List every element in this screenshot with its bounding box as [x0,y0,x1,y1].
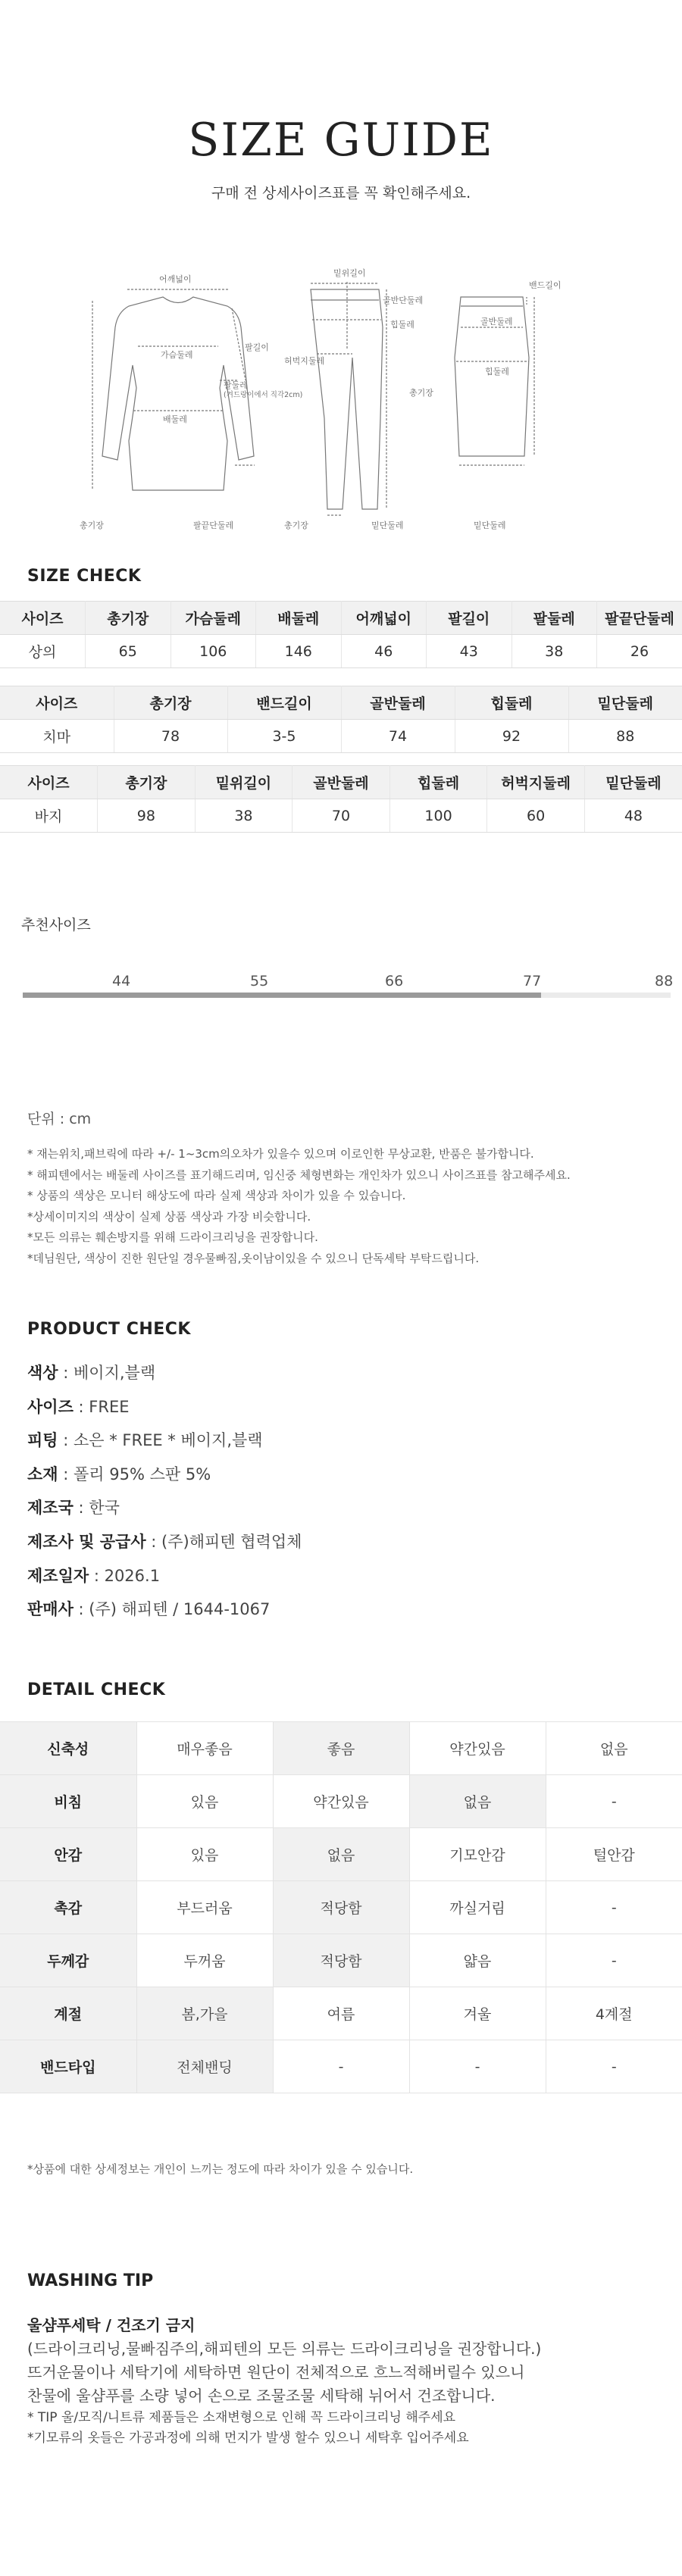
washing-line: * TIP 울/모직/니트류 제품들은 소재변형으로 인해 꼭 드라이크리닝 해주세요 [27,2410,456,2425]
washing-line: (드라이크리닝,물빠짐주의,해피텐의 모든 의류는 드라이크리닝을 권장합니다.) [27,2340,542,2358]
table-header: 팔둘레 [512,602,597,635]
detail-option: 있음 [136,1828,273,1881]
label-shoulder: 어깨넓이 [159,274,192,284]
detail-option: 적당함 [273,1934,409,1987]
washing-title: WASHING TIP [27,2271,154,2290]
table-header: 사이즈 [0,602,86,635]
product-info-row [27,1424,302,1458]
recommend-size: 55 [250,973,269,989]
detail-option: - [546,2040,682,2093]
product-info-row [27,1525,302,1559]
label-pants-length: 총기장 [284,521,308,530]
product-info-value: : FREE [73,1397,130,1416]
label-skirt-hip: 힙둘레 [485,367,509,377]
label-skirt-hem: 밑단둘레 [474,521,506,530]
detail-row [0,1722,682,1775]
product-info-row [27,1491,302,1525]
label-pants-hip: 힙둘레 [390,320,415,330]
table-cell: 48 [584,799,682,833]
label-cuff: 팔끝단둘레 [193,521,234,530]
skirt-diagram [409,267,591,539]
detail-option: 얇음 [409,1934,546,1987]
detail-option: 있음 [136,1775,273,1828]
recommend-size: 44 [112,973,131,989]
detail-option: 없음 [546,1722,682,1775]
product-info-label: 제조국 [27,1499,74,1518]
product-info-label: 제조사 및 공급사 [27,1532,146,1551]
detail-option: - [546,1934,682,1987]
detail-option: 두꺼움 [136,1934,273,1987]
detail-option: 없음 [409,1775,546,1828]
table-header: 골반둘레 [341,686,455,720]
table-cell: 74 [341,720,455,753]
label-thigh: 허벅지둘레 [284,356,325,366]
detail-option: 없음 [273,1828,409,1881]
detail-option: - [409,2040,546,2093]
table-cell: 70 [293,799,390,833]
detail-option: - [546,1775,682,1828]
product-info-value: : (주)해피텐 협력업체 [145,1532,302,1551]
table-cell: 98 [98,799,196,833]
product-info-label: 제조일자 [27,1566,89,1585]
label-rise: 밑위길이 [333,268,366,278]
detail-option: 겨울 [409,1987,546,2040]
recommend-bar-fill [23,993,541,998]
product-info-label: 판매사 [27,1600,74,1619]
table-header: 배둘레 [256,602,342,635]
recommend-label: 추천사이즈 [21,917,91,933]
page-title: SIZE GUIDE [188,114,494,167]
detail-option: 털안감 [546,1828,682,1881]
product-info-label: 색상 [27,1364,58,1382]
size-table-top [0,601,682,668]
table-header: 가슴둘레 [170,602,256,635]
size-table-skirt [0,686,682,753]
product-info-value: : 소은 * FREE * 베이지,블랙 [58,1431,263,1450]
product-info-value: : 2026.1 [89,1566,161,1585]
detail-option: 4계절 [546,1987,682,2040]
detail-option: 전체밴딩 [136,2040,273,2093]
note-line: * 재는위치,패브릭에 따라 +/- 1~3cm의오차가 있을수 있으며 이로인한 무상교환, 반품은 불가합니다. [27,1147,534,1161]
table-header: 팔길이 [427,602,512,635]
table-header: 허벅지둘레 [487,766,585,799]
detail-row [0,1934,682,1987]
table-cell: 38 [195,799,293,833]
product-info-value: : 베이지,블랙 [58,1364,156,1382]
detail-option: 기모안감 [409,1828,546,1881]
table-header: 힙둘레 [455,686,568,720]
table-header: 사이즈 [0,686,114,720]
recommend-size: 88 [655,973,674,989]
table-header: 총기장 [98,766,196,799]
label-skirt-waist: 골반둘레 [480,317,513,327]
table-header: 어깨넓이 [341,602,427,635]
product-info-row [27,1356,302,1390]
size-check-title: SIZE CHECK [27,567,142,586]
detail-row-label: 두께감 [0,1934,136,1987]
table-header: 팔끝단둘레 [597,602,682,635]
table-cell: 43 [427,635,512,668]
label-waist: 배둘레 [163,414,187,424]
detail-row [0,1987,682,2040]
recommend-size: 77 [523,973,542,989]
detail-row-label: 밴드타입 [0,2040,136,2093]
table-header: 밑단둘레 [584,766,682,799]
table-cell: 60 [487,799,585,833]
label-sleeve-width: 팔둘레 [224,380,248,390]
detail-row-label: 신축성 [0,1722,136,1775]
detail-option: 까실거림 [409,1881,546,1934]
label-length: 총기장 [80,521,104,530]
table-cell: 46 [341,635,427,668]
table-cell: 100 [389,799,487,833]
detail-check-table [0,1721,682,2093]
label-pants-hem: 밑단둘레 [371,521,404,530]
note-line: *상세이미지의 색상이 실제 상품 색상과 가장 비슷합니다. [27,1209,311,1224]
detail-row [0,1881,682,1934]
table-cell: 26 [597,635,682,668]
detail-option: 여름 [273,1987,409,2040]
table-header: 총기장 [86,602,171,635]
detail-option: 매우좋음 [136,1722,273,1775]
table-header: 밑위길이 [195,766,293,799]
table-header: 총기장 [114,686,227,720]
label-pants-waist: 골반단둘레 [383,295,424,305]
top-diagram [80,267,303,539]
washing-line: *기모류의 옷들은 가공과정에 의해 먼지가 발생 할수 있으니 세탁후 입어주세요 [27,2431,469,2446]
product-info-row [27,1458,302,1492]
table-cell: 바지 [0,799,98,833]
note-line: *모든 의류는 훼손방지를 위해 드라이크리닝을 권장합니다. [27,1230,318,1244]
detail-check-title: DETAIL CHECK [27,1680,166,1699]
label-chest: 가슴둘레 [161,350,193,360]
detail-option: 적당함 [273,1881,409,1934]
detail-option: 약간있음 [409,1722,546,1775]
detail-row-label: 촉감 [0,1881,136,1934]
product-info-label: 사이즈 [27,1397,74,1416]
detail-row [0,2040,682,2093]
label-band: 밴드길이 [529,280,562,290]
table-cell: 146 [256,635,342,668]
table-cell: 38 [512,635,597,668]
product-info-row [27,1390,302,1424]
note-line: * 해피텐에서는 배둘레 사이즈를 표기해드리며, 임신중 체형변화는 개인차가 있으니 사이즈표를 참고해주세요. [27,1168,571,1182]
unit-note: 단위 : cm [27,1111,92,1127]
product-info-value: : 폴리 95% 스판 5% [58,1465,211,1483]
detail-row-label: 안감 [0,1828,136,1881]
detail-row-label: 계절 [0,1987,136,2040]
detail-option: 약간있음 [273,1775,409,1828]
product-info-row [27,1559,302,1593]
table-cell: 88 [568,720,682,753]
detail-option: 봄,가을 [136,1987,273,2040]
detail-option: - [546,1881,682,1934]
table-header: 사이즈 [0,766,98,799]
table-header: 밴드길이 [227,686,341,720]
product-info-value: : 한국 [73,1499,120,1518]
pants-diagram [280,267,432,539]
product-check-title: PRODUCT CHECK [27,1320,191,1339]
notes-list [27,1144,664,1269]
size-table-pants [0,765,682,833]
washing-line: 뜨거운물이나 세탁기에 세탁하면 원단이 전체적으로 흐느적해버릴수 있으니 [27,2363,525,2381]
label-sleeve-length: 팔길이 [245,342,269,352]
table-cell: 92 [455,720,568,753]
table-header: 밑단둘레 [568,686,682,720]
table-header: 골반둘레 [293,766,390,799]
table-cell: 78 [114,720,227,753]
table-cell: 상의 [0,635,86,668]
washing-line: 울샴푸세탁 / 건조기 금지 [27,2316,196,2334]
detail-row [0,1828,682,1881]
detail-row [0,1775,682,1828]
washing-text [27,2314,671,2449]
note-line: *데님원단, 색상이 진한 원단일 경우물빠짐,옷이남이있을 수 있으니 단독세탁 부탁드립니다. [27,1251,480,1265]
product-info-label: 피팅 [27,1431,58,1450]
detail-option: - [273,2040,409,2093]
detail-row-label: 비침 [0,1775,136,1828]
page-subtitle: 구매 전 상세사이즈표를 꼭 확인해주세요. [211,185,471,202]
label-sleeve-width-note: (겨드랑이에서 직각2cm) [224,391,303,399]
detail-note: *상품에 대한 상세정보는 개인이 느끼는 정도에 따라 차이가 있을 수 있습니다. [27,2162,414,2176]
table-cell: 치마 [0,720,114,753]
label-skirt-length: 총기장 [409,388,433,398]
product-info-row [27,1593,302,1627]
product-check-list [27,1356,302,1627]
table-cell: 106 [170,635,256,668]
detail-option: 좋음 [273,1722,409,1775]
pants-outline [311,289,383,509]
recommend-size: 66 [385,973,404,989]
table-cell: 65 [86,635,171,668]
table-cell: 3-5 [227,720,341,753]
note-line: * 상품의 색상은 모니터 해상도에 따라 실제 색상과 차이가 있을 수 있습니다. [27,1189,406,1202]
product-info-label: 소재 [27,1465,58,1483]
washing-line: 찬물에 울샴푸를 소량 넣어 손으로 조물조물 세탁해 뉘어서 건조합니다. [27,2387,496,2405]
detail-option: 부드러움 [136,1881,273,1934]
table-header: 힙둘레 [389,766,487,799]
product-info-value: : (주) 해피텐 / 1644-1067 [73,1600,271,1619]
